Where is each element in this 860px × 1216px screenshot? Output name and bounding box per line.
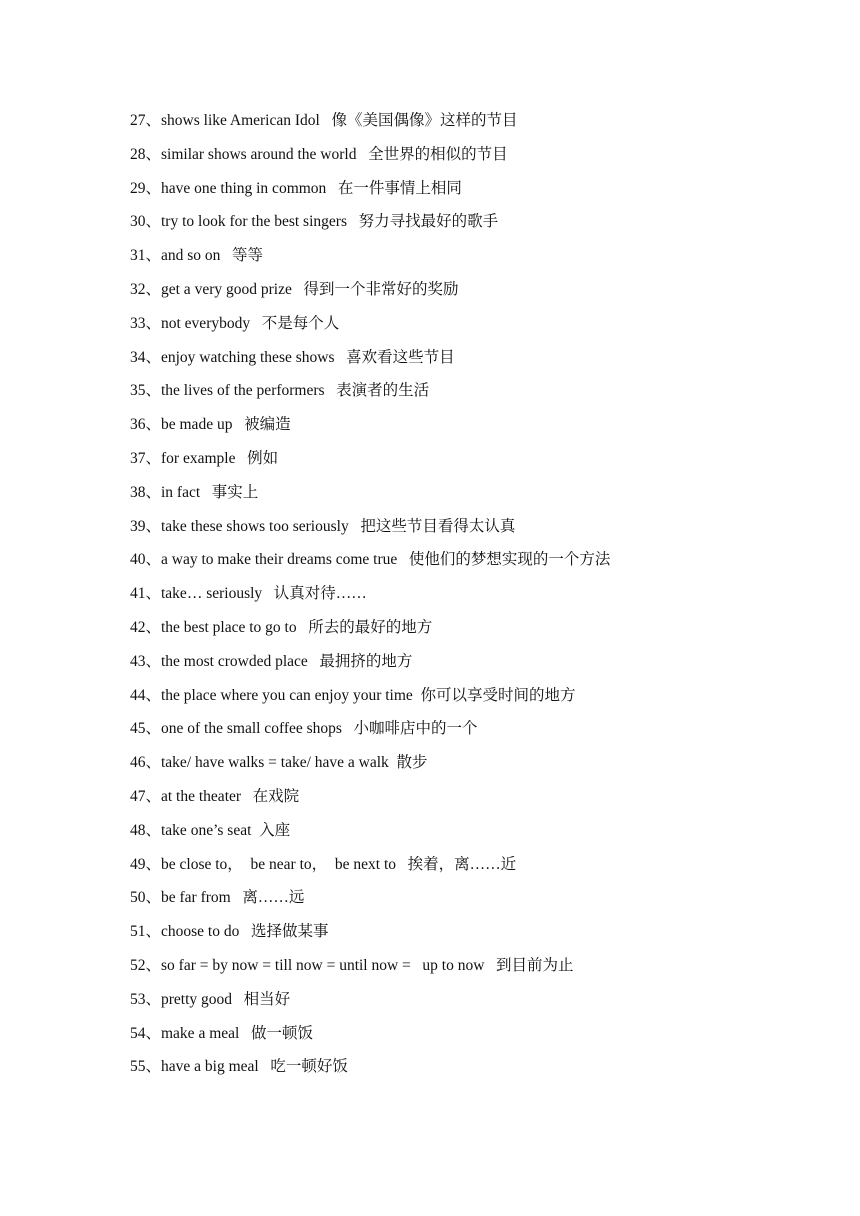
list-item: 36、be made up 被编造: [130, 416, 291, 434]
list-item: 33、not everybody 不是每个人: [130, 314, 340, 332]
list-item: 55、have a big meal 吃一顿好饭: [130, 1058, 348, 1076]
list-item: 54、make a meal 做一顿饭: [130, 1024, 313, 1042]
list-item: 52、so far = by now = till now = until now = up to now 到目前为止: [130, 956, 574, 974]
list-item: 50、be far from 离……远: [130, 889, 305, 907]
list-item: 37、for example 例如: [130, 449, 279, 467]
list-item: 31、and so on 等等: [130, 247, 264, 265]
list-item: 42、the best place to go to 所去的最好的地方: [130, 618, 433, 636]
list-item: 39、take these shows too seriously 把这些节目看得太认真: [130, 517, 516, 535]
list-item: 48、take one’s seat 入座: [130, 821, 291, 839]
list-item: 40、a way to make their dreams come true 使他们的梦想实现的一个方法: [130, 551, 611, 569]
list-item: 41、take… seriously 认真对待……: [130, 585, 367, 603]
list-item: 28、similar shows around the world 全世界的相似的节目: [130, 145, 508, 163]
list-item: 44、the place where you can enjoy your time 你可以享受时间的地方: [130, 686, 576, 704]
list-item: 32、get a very good prize 得到一个非常好的奖励: [130, 280, 459, 298]
list-item: 30、try to look for the best singers 努力寻找最好的歌手: [130, 213, 499, 231]
list-item: 35、the lives of the performers 表演者的生活: [130, 382, 430, 400]
list-item: 27、shows like American Idol 像《美国偶像》这样的节目: [130, 112, 518, 129]
list-item: 29、have one thing in common 在一件事情上相同: [130, 179, 462, 197]
list-item: 38、in fact 事实上: [130, 483, 259, 501]
list-item: 34、enjoy watching these shows 喜欢看这些节目: [130, 348, 455, 366]
list-item: 51、choose to do 选择做某事: [130, 923, 329, 941]
vocabulary-list: [130, 108, 830, 1088]
list-item: 45、one of the small coffee shops 小咖啡店中的一个: [130, 720, 478, 738]
list-item: 43、the most crowded place 最拥挤的地方: [130, 652, 413, 670]
list-item: 46、take/ have walks = take/ have a walk 散步: [130, 754, 428, 772]
list-item: 53、pretty good 相当好: [130, 990, 291, 1008]
list-item: 49、be close to， be near to， be next to 挨着，离……近: [130, 855, 517, 873]
list-item: 47、at the theater 在戏院: [130, 787, 300, 805]
